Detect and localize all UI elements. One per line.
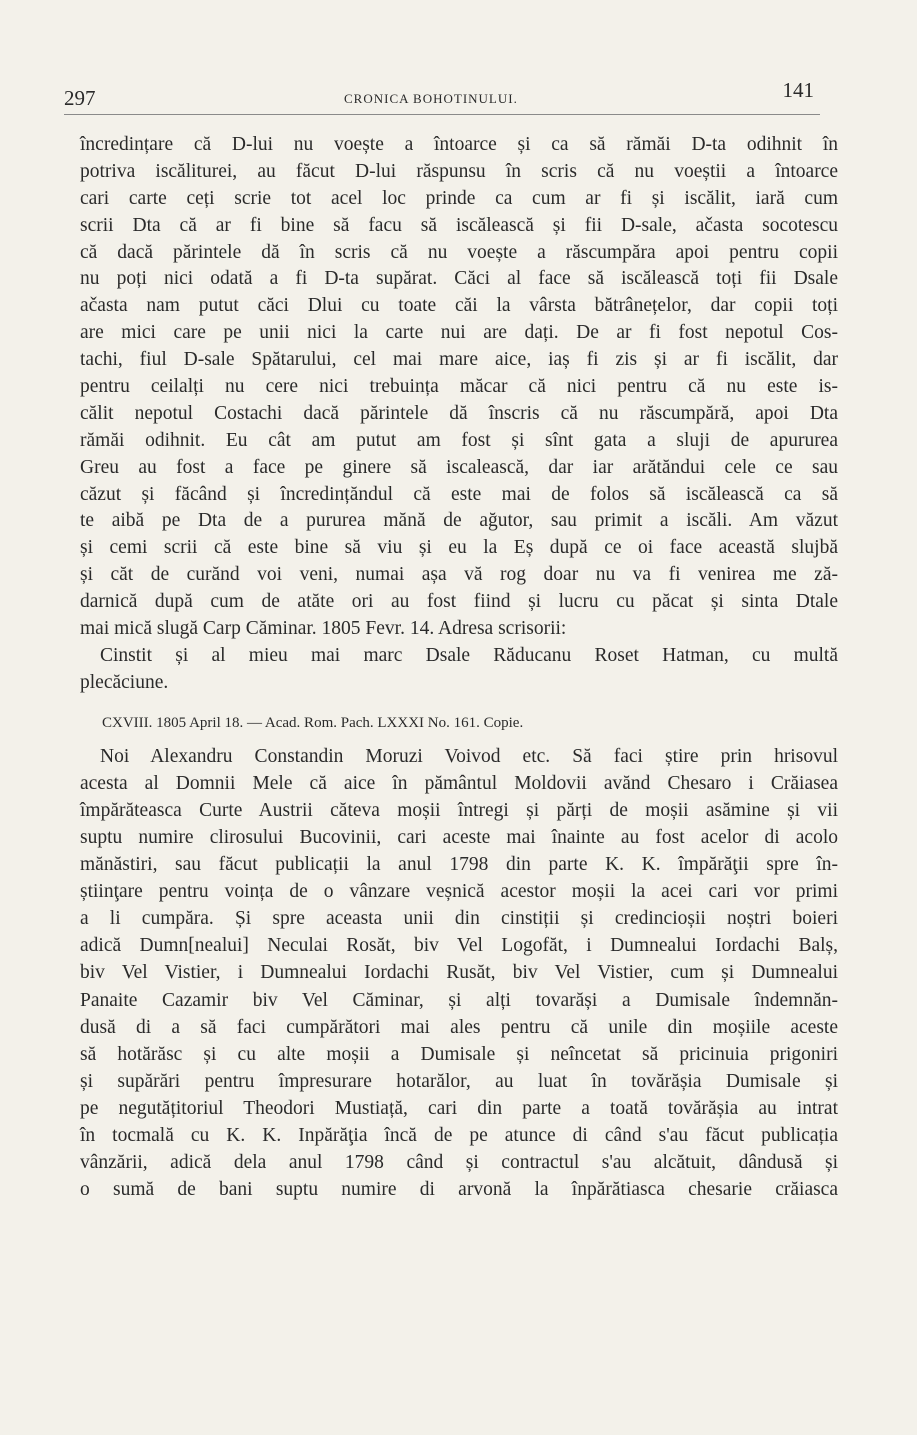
document-reference: CXVIII. 1805 April 18. — Acad. Rom. Pach. LXXXI No. 161. Copie.	[102, 714, 524, 731]
text-line: știinţare pentru voința de o vânzare veșnică acestor moșii la acei cari vor primi	[80, 881, 838, 903]
text-line: darnică după cum de atăte ori au fost fiind și lucru cu păcat și sinta Dtale	[80, 591, 838, 613]
running-title: CRONICA BOHOTINULUI.	[344, 91, 518, 106]
text-line: și căt de curănd voi veni, numai așa vă rog doar nu va fi venirea me ză-	[80, 564, 838, 586]
text-line: o sumă de bani suptu numire di arvonă la înpărătiasca chesarie crăiasca	[80, 1179, 838, 1201]
text-line: suptu numire clirosului Bucovinii, cari aceste mai înainte au fost acelor di acolo	[80, 826, 838, 848]
text-line: Greu au fost a face pe ginere să iscalească, dar iar arătăndui cele ce sau	[80, 456, 838, 478]
text-line: adică Dumn[nealui] Neculai Rosăt, biv Vel Logofăt, i Dumnealui Iordachi Balș,	[80, 935, 838, 957]
text-line: scrii Dta că ar fi bine să facu să iscălească și fii D-sale, ačasta socotescu	[80, 214, 838, 236]
text-line: pentru ceilalți nu cere nici trebuința măcar că nici pentru că nu este is-	[80, 376, 838, 398]
text-line: mai mică slugă Carp Căminar. 1805 Fevr. 14. Adresa scrisorii:	[80, 618, 567, 640]
address-line: Cinstit și al mieu mai marc Dsale Răducanu Roset Hatman, cu multă	[100, 644, 838, 666]
text-line: nu poți nici odată a fi D-ta supărat. Căci al face să iscălească toți fii Dsale	[80, 268, 838, 290]
text-line: căzut și făcând și încredințăndul că este mai de folos să iscălească ca să	[80, 483, 838, 505]
text-line: Noi Alexandru Constandin Moruzi Voivod etc. Să faci știre prin hrisovul	[100, 745, 838, 767]
letter-paragraph	[80, 132, 838, 697]
text-line: rămăi odihnit. Eu cât am putut am fost și sînt gata a sluji de apururea	[80, 429, 838, 451]
text-line: Panaite Cazamir biv Vel Căminar, și alți tovarăși a Dumisale îndemnăn-	[80, 989, 838, 1011]
text-line: că dacă părintele dă în scris că nu voește a răscumpăra apoi pentru copii	[80, 241, 838, 263]
text-line: împărăteasca Curte Austrii căteva moșii întregi și părți de moșii asămine și vii	[80, 799, 838, 821]
header-rule	[64, 114, 820, 115]
text-line: mănăstiri, sau făcut publicații la anul 1798 din parte K. K. împărăţii spre în-	[80, 854, 838, 876]
text-line: are mici care pe unii nici la carte nui are dați. De ar fi fost nepotul Cos-	[80, 322, 838, 344]
text-line: ačasta nam putut căci Dlui cu toate căi la vârsta bătrânețelor, dar copii toți	[80, 295, 838, 317]
text-line: și supărări pentru împresurare hotarălor, au luat în tovărășia Dumisale și	[80, 1070, 838, 1092]
text-line: dusă di a să faci cumpărători mai ales pentru că unile din moșiile aceste	[80, 1016, 838, 1038]
page-header	[64, 78, 820, 112]
charter-paragraph	[80, 743, 838, 1204]
text-line: biv Vel Vistier, i Dumnealui Iordachi Rusăt, biv Vel Vistier, cum și Dumnealui	[80, 962, 838, 984]
text-line: pe negutățitoriul Theodori Mustiață, cari din parte a toată tovărășia au intrat	[80, 1097, 838, 1119]
text-line: a li cumpăra. Și spre aceasta unii din cinstiții și credincioșii noștri boieri	[80, 908, 838, 930]
text-line: și cemi scrii că este bine să viu și eu la Eș după ce oi face această slujbă	[80, 537, 838, 559]
text-line: încredințare că D-lui nu voește a întoarce și ca să rămăi D-ta odihnit în	[80, 134, 838, 155]
page-body	[80, 132, 838, 1203]
text-line: potriva iscăliturei, au făcut D-lui răspunsu în scris că nu voeștii a întoarce	[80, 160, 838, 182]
left-page-number: 297	[64, 86, 96, 110]
right-page-number: 141	[782, 78, 814, 102]
text-line: acesta al Domnii Mele că aice în pământul Moldovii avănd Chesaro i Crăiasea	[80, 772, 838, 794]
text-line: în tocmală cu K. K. Inpărăţia încă de pe atunce di când s'au făcut publicația	[80, 1125, 838, 1147]
text-line: să hotărăsc și cu alte moșii a Dumisale și neîncetat să pricinuia prigoniri	[80, 1043, 838, 1065]
text-line: tachi, fiul D-sale Spătarului, cel mai mare aice, iaș fi zis și ar fi iscălit, dar	[80, 349, 838, 371]
address-line: plecăciune.	[80, 671, 169, 693]
text-line: vânzării, adică dela anul 1798 când și contractul s'au alcătuit, dândusă și	[80, 1152, 838, 1174]
text-line: călit nepotul Costachi dacă părintele dă înscris că nu răscumpără, apoi Dta	[80, 402, 838, 424]
text-line: te aibă pe Dta de a pururea mănă de ağutor, sau primit a iscăli. Am văzut	[80, 510, 838, 532]
text-line: cari carte ceți scrie tot acel loc prinde ca cum ar fi și iscălit, iară cum	[80, 187, 838, 209]
